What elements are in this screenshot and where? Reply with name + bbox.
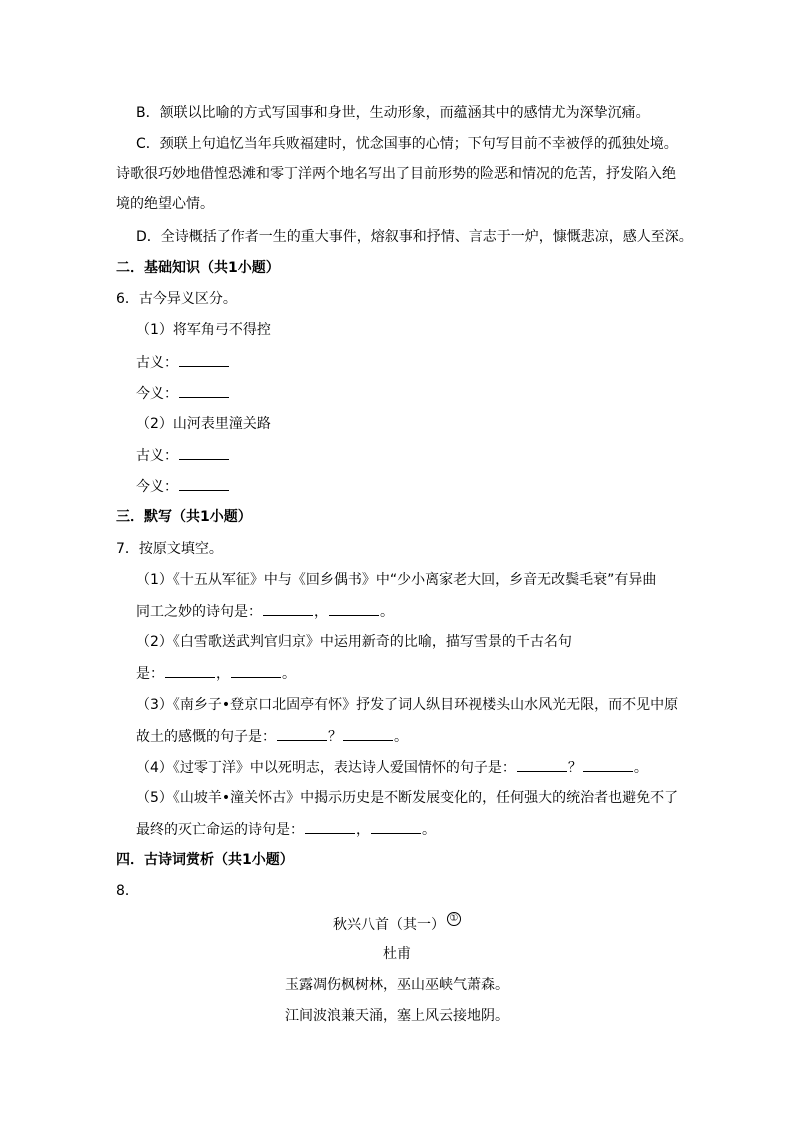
q5-option-d: D．全诗概括了作者一生的重大事件，熔叙事和抒情、言志于一炉，慷慨悲凉，感人至深。 [136,229,693,245]
answer-blank[interactable] [277,726,327,741]
q8-number: 8． [116,883,139,899]
q7-item-2-line1: （2）《白雪歌送武判官归京》中运用新奇的比喻，描写雪景的千古名句 [136,634,572,650]
answer-blank[interactable] [165,663,215,678]
period: 。 [380,604,394,620]
jin-label: 今义： [136,479,178,495]
q6-item-2-gu [136,445,230,466]
q5-option-c-line3: 境的绝望心情。 [116,196,214,212]
q7-item-3-line1: （3）《南乡子•登京口北固亭有怀》抒发了词人纵目环视楼头山水风光无限，而不见中原 [136,697,679,713]
q7-item-1-text: 同工之妙的诗句是： [136,604,262,620]
period: 。 [282,666,296,682]
q7-item-5-line1: （5）《山坡羊•潼关怀古》中揭示历史是不断发展变化的，任何强大的统治者也避免不了 [136,790,679,806]
q7-item-1-line1: （1）《十五从军征》中与《回乡偶书》中“少小离家老大回，乡音无改鬓毛衰”有异曲 [136,572,657,588]
answer-blank[interactable] [517,757,567,772]
q5-option-c-line1: C．颈联上句追忆当年兵败福建时，忧念国事的心情；下句写目前不幸被俘的孤独处境。 [136,136,678,152]
period: 。 [633,760,648,776]
q6-item-1-gu [136,352,230,373]
poem-title: 秋兴八首（其一） [333,917,445,933]
question-mark: ？ [328,729,342,745]
gu-label: 古义： [136,448,178,464]
period: 。 [422,822,436,838]
section-2-heading: 二．基础知识（共1小题） [116,260,280,276]
answer-blank[interactable] [263,601,313,616]
q7-item-5-line2 [136,819,436,840]
poem-title-line [0,912,794,935]
question-mark: ？ [567,760,582,776]
q6-stem: 6．古今异义区分。 [116,291,237,307]
answer-blank[interactable] [231,663,281,678]
q7-item-5-text: 最终的灭亡命运的诗句是： [136,822,304,838]
answer-blank[interactable] [371,819,421,834]
q5-option-b: B．颔联以比喻的方式写国事和身世，生动形象，而蕴涵其中的感情尤为深挚沉痛。 [136,105,650,121]
q7-item-4 [136,757,648,778]
q7-item-4-text: （4）《过零丁洋》中以死明志，表达诗人爱国情怀的句子是： [136,760,516,776]
comma: ， [356,822,370,838]
poem-line-1: 玉露凋伤枫树林，巫山巫峡气萧森。 [285,977,509,993]
q7-item-3-text: 故土的感慨的句子是： [136,729,276,745]
jin-label: 今义： [136,386,178,402]
section-3-heading: 三．默写（共1小题） [116,509,252,525]
q6-item-2-jin [136,476,230,497]
answer-blank[interactable] [179,383,229,398]
answer-blank[interactable] [179,476,229,491]
q6-item-1: （1）将军角弓不得控 [136,322,271,338]
answer-blank[interactable] [305,819,355,834]
q5-option-c-line2: 诗歌很巧妙地借惶恐滩和零丁洋两个地名写出了目前形势的险恶和情况的危苦，抒发陷入绝 [116,166,676,182]
answer-blank[interactable] [179,352,229,367]
poem-author: 杜甫 [383,946,411,962]
q7-item-1-line2 [136,601,394,622]
section-4-heading: 四．古诗词赏析（共1小题） [116,852,294,868]
q6-item-1-jin [136,383,230,404]
comma: ， [216,666,230,682]
q6-item-2: （2）山河表里潼关路 [136,416,271,432]
poem-line-2: 江间波浪兼天涌，塞上风云接地阴。 [285,1008,509,1024]
q7-item-3-line2 [136,726,408,747]
comma: ， [314,604,328,620]
answer-blank[interactable] [583,757,633,772]
q7-item-2-line2 [136,663,296,684]
answer-blank[interactable] [343,726,393,741]
q7-stem: 7．按原文填空。 [116,541,223,557]
answer-blank[interactable] [179,445,229,460]
footnote-marker: ① [447,912,461,926]
q7-item-2-text: 是： [136,666,164,682]
gu-label: 古义： [136,355,178,371]
answer-blank[interactable] [329,601,379,616]
period: 。 [394,729,408,745]
